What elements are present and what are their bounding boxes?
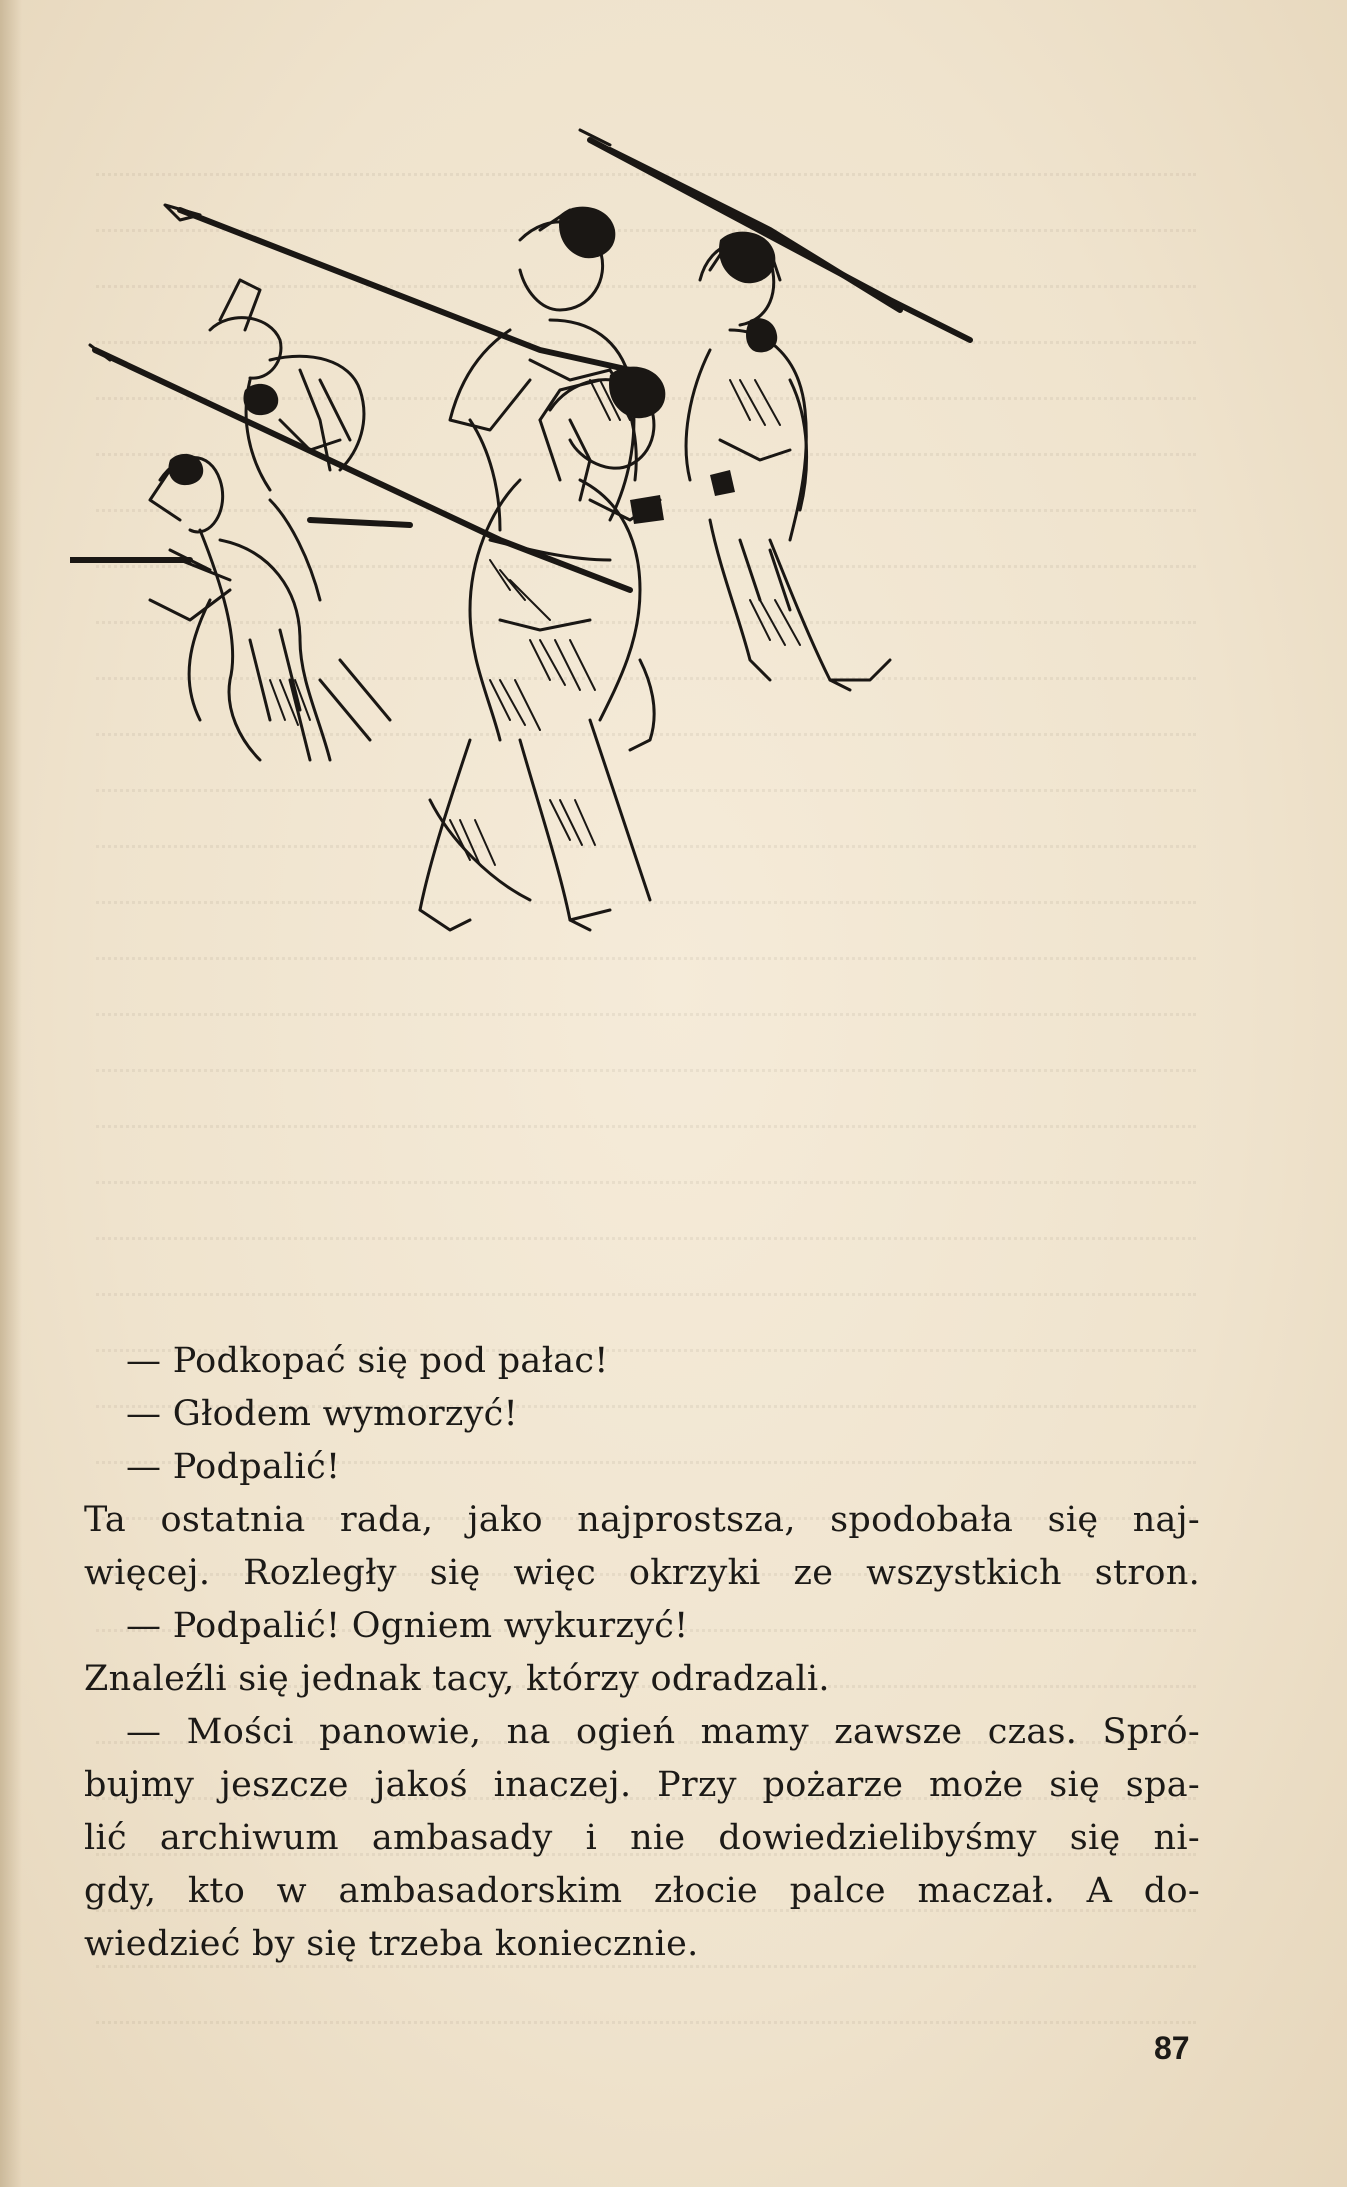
text-line: — Głodem wymorzyć!: [126, 1394, 518, 1434]
text-line: lić archiwum ambasady i nie dowiedzielibyśmy się ni-: [84, 1818, 1200, 1858]
text-line: — Podpalić!: [126, 1447, 341, 1487]
page-number: 87: [1154, 2030, 1190, 2066]
rear-soldier: [210, 280, 364, 490]
text-line: — Podpalić! Ogniem wykurzyć!: [126, 1606, 689, 1646]
text-line: wiedzieć by się trzeba koniecznie.: [84, 1924, 699, 1964]
page-binding-shadow: [0, 0, 22, 2187]
page-text: [84, 1335, 1200, 1971]
text-line: — Mości panowie, na ogień mamy zawsze czas. Spró-: [126, 1712, 1200, 1752]
text-line: więcej. Rozległy się więc okrzyki ze wszystkich stron.: [84, 1553, 1200, 1593]
text-line: — Podkopać się pod pałac!: [126, 1341, 609, 1381]
text-line: gdy, kto w ambasadorskim złocie palce maczał. A do-: [84, 1871, 1200, 1911]
soldiers-with-bayonets-sketch: [70, 120, 1230, 1280]
text-line: Ta ostatnia rada, jako najprostsza, spodobała się naj-: [84, 1500, 1200, 1540]
rifle-lines: [70, 140, 970, 590]
left-soldier: [150, 458, 390, 761]
text-line: Znaleźli się jednak tacy, którzy odradzali.: [84, 1659, 830, 1699]
text-line: bujmy jeszcze jakoś inaczej. Przy pożarze może się spa-: [84, 1765, 1200, 1805]
